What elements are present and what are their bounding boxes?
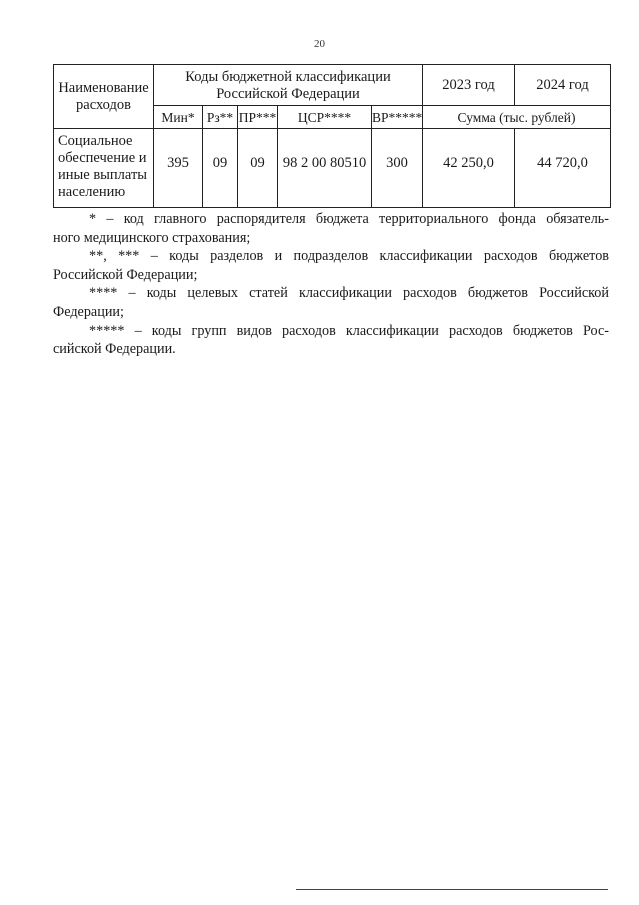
cell-csr: 98 2 00 80510: [278, 129, 372, 208]
header-name-line: расходов: [76, 97, 131, 113]
header-codes-line: Российской Федерации: [216, 86, 360, 102]
row-name-line: иные выплаты: [58, 167, 148, 183]
row-name-line: обеспечение и: [58, 150, 147, 166]
header-rz: Рз**: [203, 106, 238, 129]
row-expense-name: [54, 129, 154, 208]
header-sum: Сумма (тыс. рублей): [423, 106, 611, 129]
header-codes-group: [154, 65, 423, 106]
footnote-continuation: ного медицинского страхования;: [53, 229, 251, 246]
budget-classification-table: [53, 64, 611, 208]
footnote-first-line: **** – коды целевых статей классификации расходов бюджетов Российской: [89, 285, 609, 302]
header-year-2023: 2023 год: [423, 65, 515, 106]
cell-vr: 300: [372, 129, 423, 208]
header-pr: ПР***: [238, 106, 278, 129]
table-header-row: [54, 65, 611, 106]
cell-sum-2023: 42 250,0: [423, 129, 515, 208]
cell-pr: 09: [238, 129, 278, 208]
footnote-continuation: Российской Федерации;: [53, 266, 198, 283]
header-name-col: [54, 65, 154, 129]
page-number: 20: [314, 38, 325, 50]
row-name-line: населению: [58, 184, 126, 200]
footnote-first-line: **, *** – коды разделов и подразделов классификации расходов бюджетов: [89, 248, 609, 265]
table-row: [54, 129, 611, 208]
cell-sum-2024: 44 720,0: [515, 129, 611, 208]
header-name-line: Наименование: [58, 80, 149, 96]
row-name-line: Социальное: [58, 133, 133, 149]
header-min: Мин*: [154, 106, 203, 129]
footnote-first-line: * – код главного распорядителя бюджета территориального фонда обязатель-: [89, 211, 609, 227]
cell-rz: 09: [203, 129, 238, 208]
bottom-divider: [296, 889, 608, 890]
header-codes-line: Коды бюджетной классификации: [185, 69, 391, 85]
footnote-continuation: сийской Федерации.: [53, 341, 176, 358]
header-csr: ЦСР****: [278, 106, 372, 129]
footnote-continuation: Федерации;: [53, 303, 124, 320]
header-year-2024: 2024 год: [515, 65, 611, 106]
footnotes: [53, 210, 609, 359]
header-vr: ВР*****: [372, 106, 423, 129]
cell-min: 395: [154, 129, 203, 208]
footnote-first-line: ***** – коды групп видов расходов классификации расходов бюджетов Рос-: [89, 322, 609, 339]
